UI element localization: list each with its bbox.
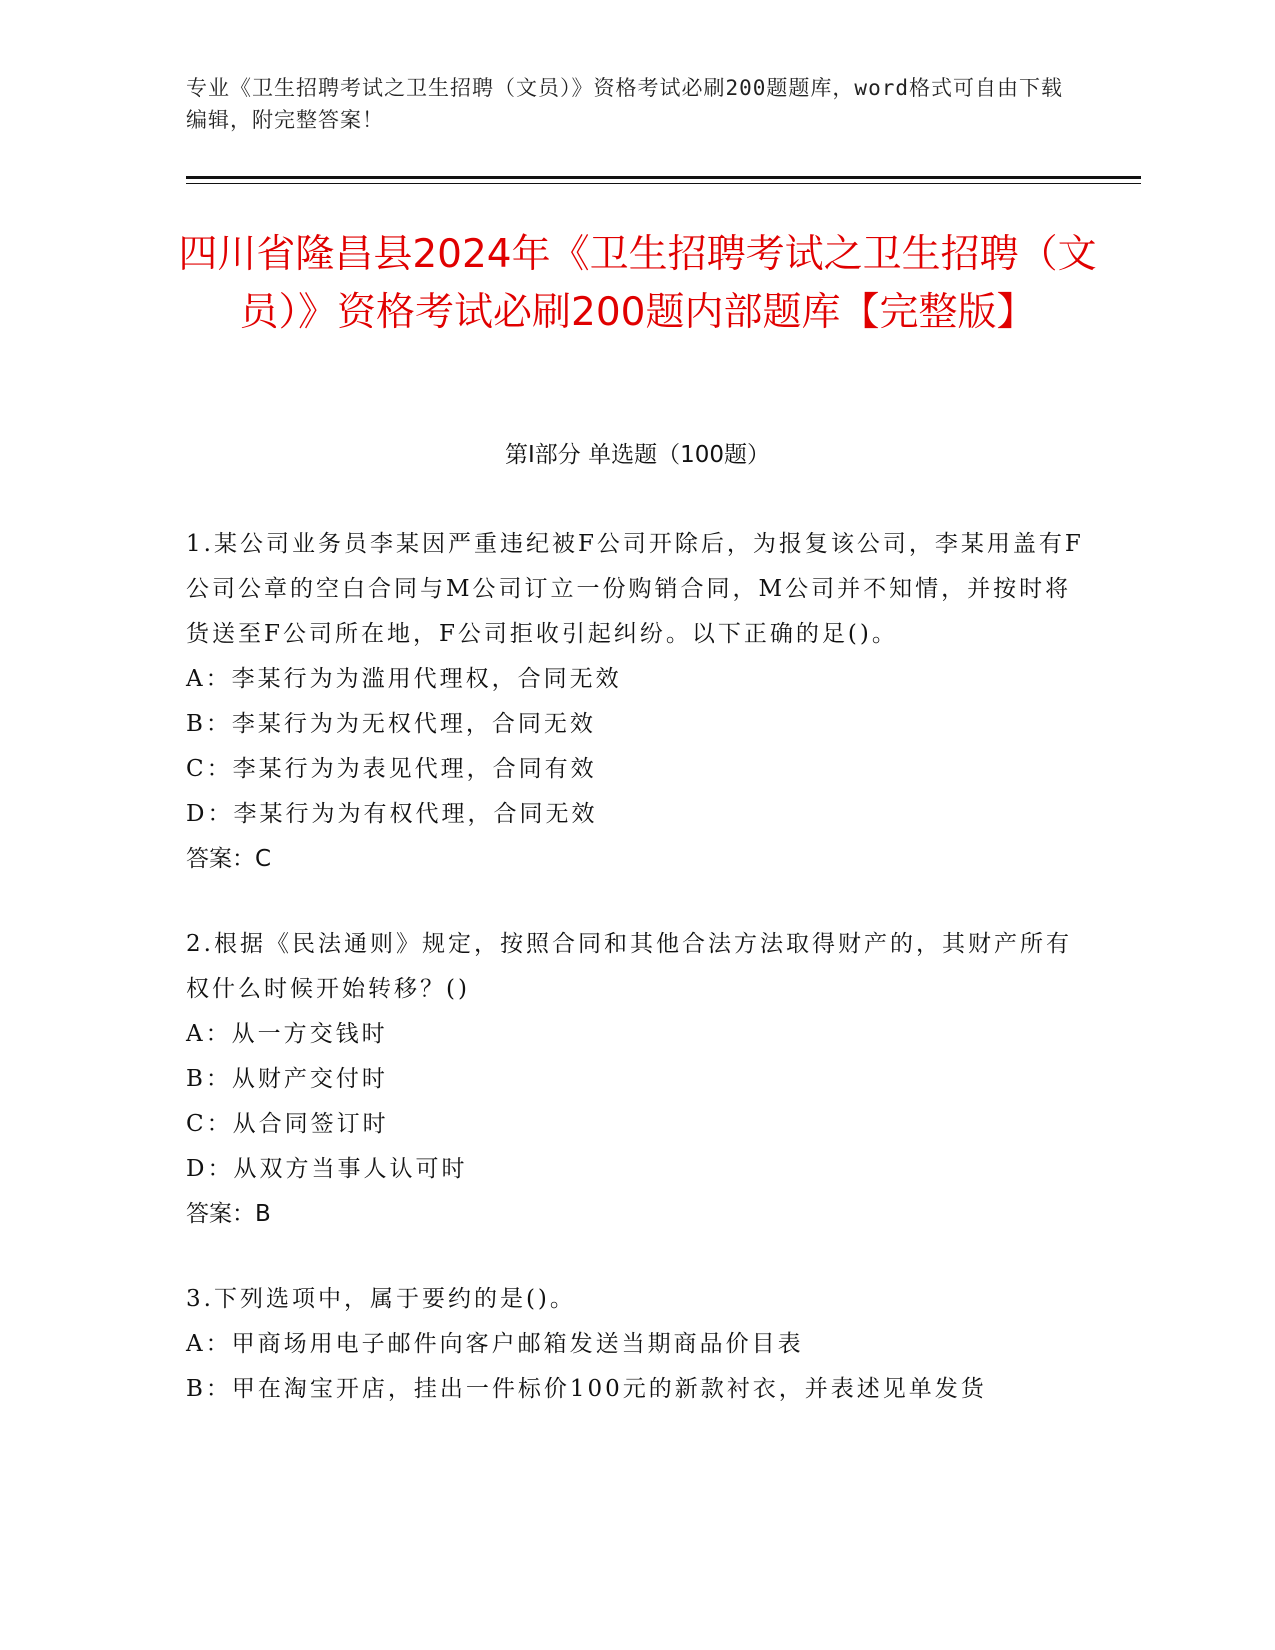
question-stem: 3.下列选项中，属于要约的是()。 <box>186 1286 576 1312</box>
question-stem: 2.根据《民法通则》规定，按照合同和其他合法方法取得财产的，其财产所有权什么时候开始转移？() <box>186 931 1072 1002</box>
option-d: D：从双方当事人认可时 <box>186 1156 468 1182</box>
question-2 <box>186 922 1086 1237</box>
header-note: 专业《卫生招聘考试之卫生招聘（文员）》资格考试必刷200题题库，word格式可自由下载编辑，附完整答案！ <box>186 76 1063 132</box>
document-title: 四川省隆昌县2024年《卫生招聘考试之卫生招聘（文员）》资格考试必刷200题内部题库【完整版】 <box>178 232 1097 335</box>
question-1 <box>186 522 1086 882</box>
question-list <box>186 522 1086 1452</box>
option-c: C：从合同签订时 <box>186 1111 389 1137</box>
answer: 答案：C <box>186 846 272 872</box>
option-b: B：李某行为为无权代理，合同无效 <box>186 711 596 737</box>
answer: 答案：B <box>186 1201 271 1227</box>
option-d: D：李某行为为有权代理，合同无效 <box>186 801 598 827</box>
header-rule-thick <box>186 176 1141 179</box>
header-rule-thin <box>186 183 1141 184</box>
option-a: A：从一方交钱时 <box>186 1021 388 1047</box>
option-c: C：李某行为为表见代理，合同有效 <box>186 756 597 782</box>
option-b: B：从财产交付时 <box>186 1066 388 1092</box>
option-a: A：李某行为为滥用代理权，合同无效 <box>186 666 622 692</box>
question-stem: 1.某公司业务员李某因严重违纪被F公司开除后，为报复该公司，李某用盖有F公司公章的空白合同与M公司订立一份购销合同，M公司并不知情，并按时将货送至F公司所在地，F公司拒收引起纠纷。以下正确的足()。 <box>186 531 1084 647</box>
option-a: A：甲商场用电子邮件向客户邮箱发送当期商品价目表 <box>186 1331 804 1357</box>
section-title: 第I部分 单选题（100题） <box>505 442 770 468</box>
option-b: B：甲在淘宝开店，挂出一件标价100元的新款衬衣，并表述见单发货 <box>186 1376 987 1402</box>
question-3 <box>186 1277 1086 1412</box>
